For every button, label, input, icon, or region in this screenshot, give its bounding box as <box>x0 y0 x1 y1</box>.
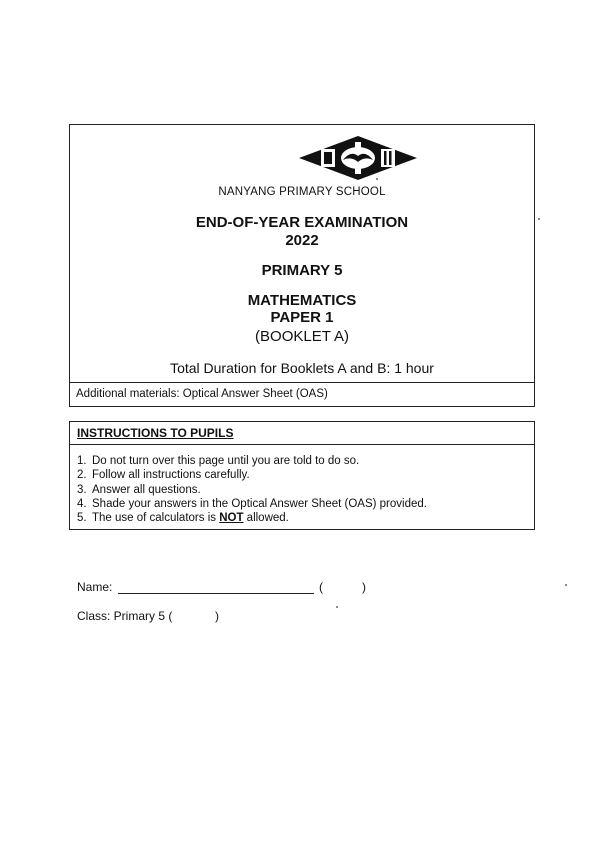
subject-heading <box>70 292 534 326</box>
subject-name: MATHEMATICS <box>247 292 357 309</box>
instructions-box <box>69 421 535 530</box>
cover-header-box <box>69 124 535 407</box>
materials-text: Additional materials: Optical Answer Sheet (OAS) <box>76 388 328 400</box>
instruction-item <box>77 511 427 525</box>
register-number-close: ) <box>362 580 366 594</box>
instruction-text: Answer all questions. <box>92 483 201 496</box>
scan-speck <box>565 584 567 586</box>
instruction-item <box>77 483 427 497</box>
scan-speck <box>538 218 540 220</box>
scan-speck <box>336 606 338 608</box>
instruction-number: 2. <box>77 469 87 482</box>
booklet-label: (BOOKLET A) <box>255 328 349 345</box>
register-number-open: ( <box>319 580 323 594</box>
school-name: NANYANG PRIMARY SCHOOL <box>218 186 386 198</box>
instruction-number: 4. <box>77 497 87 510</box>
instruction-text: allowed. <box>243 512 289 525</box>
name-label: Name: <box>77 580 113 594</box>
name-field-line[interactable] <box>118 593 314 594</box>
instruction-item <box>77 454 427 468</box>
exam-title: END-OF-YEAR EXAMINATION <box>195 214 409 231</box>
instructions-divider <box>70 444 534 445</box>
paper-number: PAPER 1 <box>270 309 334 326</box>
class-label: Class: Primary 5 ( <box>77 609 173 623</box>
instruction-text: Shade your answers in the Optical Answer Sheet (OAS) provided. <box>92 497 427 510</box>
level-heading: PRIMARY 5 <box>261 262 343 279</box>
instruction-text: The use of calculators is <box>92 512 220 525</box>
instruction-number: 3. <box>77 483 87 496</box>
materials-row <box>70 382 534 407</box>
school-crest-logo <box>299 136 417 180</box>
instruction-emphasis: NOT <box>219 512 244 525</box>
instructions-title: INSTRUCTIONS TO PUPILS <box>77 426 234 440</box>
exam-year: 2022 <box>285 232 319 249</box>
duration-text: Total Duration for Booklets A and B: 1 hour <box>170 360 434 376</box>
class-close-paren: ) <box>215 609 219 623</box>
instructions-list <box>77 454 427 525</box>
instruction-number: 1. <box>77 455 87 467</box>
instruction-item <box>77 468 427 482</box>
instruction-item <box>77 497 427 511</box>
exam-heading <box>70 214 534 250</box>
instruction-number: 5. <box>77 512 87 525</box>
instruction-text: Do not turn over this page until you are told to do so. <box>92 455 360 467</box>
scan-speck <box>376 178 378 180</box>
instruction-text: Follow all instructions carefully. <box>92 469 250 482</box>
